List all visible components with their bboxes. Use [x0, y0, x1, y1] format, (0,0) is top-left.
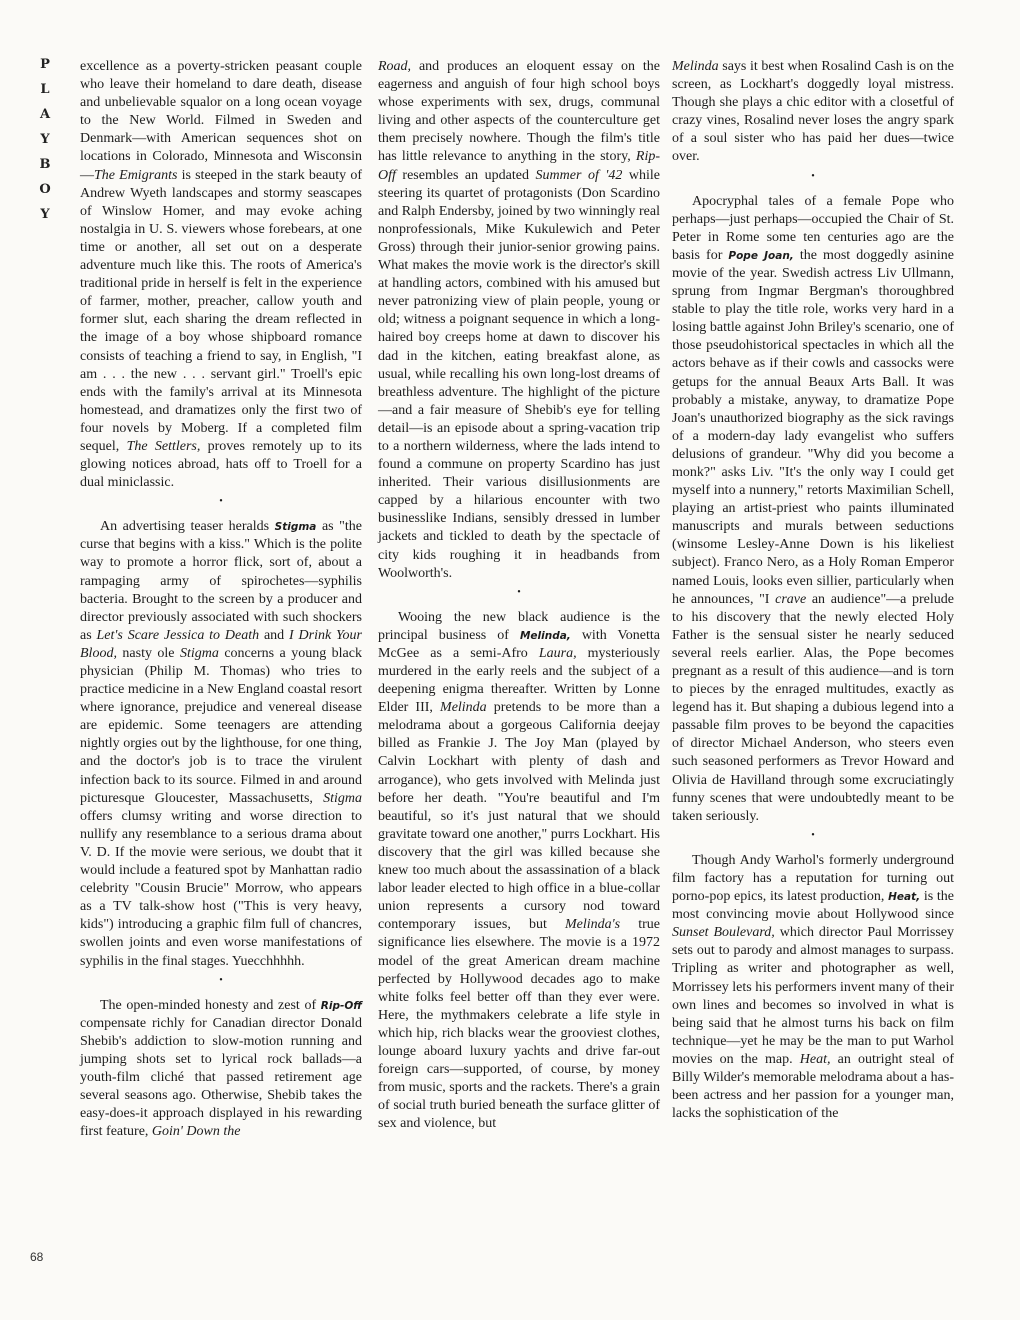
section-separator: • — [219, 974, 223, 986]
text-run: excellence as a poverty-stricken peasant couple who leave their homeland to dare death, disease and unbelievable squalor on a long ocean voyage to the New World. Filmed in Sweden and Denmark—with American sequences shot on locations in Colorado, Minnesota and Wisconsin— — [80, 59, 362, 183]
masthead-letter: Y — [40, 132, 50, 147]
film-title: I Drink Your Blood, — [80, 627, 362, 661]
review-paragraph — [378, 609, 660, 1134]
text-run: Wooing the new black audience is the principal business of — [378, 609, 660, 643]
text-run: mysteriously murdered in the early reels and the subject of a deepening enigma thereafter. Written by Lonne Elder III, — [378, 645, 660, 716]
text-run: proves remotely up to its glowing notices abroad, hats off to Troell for a dual miniclassic. — [80, 438, 363, 491]
film-title: Melinda — [672, 59, 719, 74]
film-title: Melinda's — [564, 917, 621, 933]
film-title: The Settlers, — [126, 438, 201, 454]
masthead-letter: B — [39, 157, 51, 172]
review-paragraph — [80, 997, 362, 1142]
film-title: Road, — [378, 59, 412, 74]
text-run: an outright steal of Billy Wilder's memorable melodrama about a has-been actress and her passion for a younger man, lacks the sophistication of the — [672, 1051, 954, 1122]
text-run: and — [259, 627, 290, 643]
review-paragraph — [672, 193, 954, 826]
magazine-masthead — [30, 52, 60, 227]
text-run: says it best when Rosalind Cash is on the screen, as Lockhart's doggedly loyal mistress. Though she plays a chic editor with a closetful of crazy vines, Rosalind never loses the angry spark of a soul sister who has paid her dues—twice over. — [672, 59, 954, 165]
review-title: Pope Joan, — [728, 249, 794, 262]
emphasis: crave — [775, 591, 807, 607]
film-title: Sunset Boulevard, — [672, 925, 775, 941]
column-1 — [80, 58, 362, 1141]
review-title: Heat, — [888, 891, 921, 904]
film-title: Goin' Down the — [151, 1124, 241, 1140]
text-run: true significance lies elsewhere. The movie is a 1972 model of the great American dream machine perfected by Hollywood decades ago to make white folks feel better off than they ever were. Here, the mythmakers celebrate a life style in which hip, rich blacks wear the grooviest clothes, lounge aboard luxury yachts and drive far-out foreign cars—supported, of course, by money from music, sports and the rackets. There's a grain of social truth buried beneath the surface glitter of sex and violence, but — [378, 917, 660, 1132]
page-number: 68 — [30, 1250, 44, 1264]
section-separator: • — [517, 586, 521, 598]
text-run: the most doggedly asinine movie of the year. Swedish actress Liv Ullmann, sprung from Ingmar Bergman's thoroughbred stable to play the title role, works very hard in a losing battle against John Briley's scenario, one of those pseudohistorical spectacles in which all the actors behave as if their cowls and cassocks were getups for the annual Beaux Arts Ball. It was probably a mistake, anyway, to dramatize Pope Joan's unauthorized biography as the sick ravings of a modern-day lady evangelist who suffers delusions of grandeur. "Why did you become a monk?" asks Liv. "It's the only way I could get myself into a nunnery," retorts Maximilian Schell, playing an artist-priest who paints illuminated manuscripts and murals between seductions (winsome Lesley-Anne Down is his likeliest subject). Franco Nero, as a Holy Roman Emperor named Louis, looks even sillier, particularly when he announces, "I — [672, 247, 955, 607]
text-run: offers clumsy writing and worse direction to nullify any resemblance to a serious drama about V. D. If the movie were serious, we doubt that it would include a featured spot by Manhattan radio celebrity "Cousin Brucie" Morrow, who appears as a TV talk-show host ("This is very heavy, kids") introducing a graphic film full of chancres, swollen joints and even worse manifestations of syphilis in the final stages. Yuecchhhhh. — [80, 808, 362, 969]
text-run: Though Andy Warhol's formerly underground film factory has a reputation for turning out porno-pop epics, its latest production, — [672, 852, 954, 905]
column-3 — [672, 58, 954, 1123]
review-title: Rip-Off — [320, 999, 362, 1012]
film-title: Stigma — [323, 790, 362, 806]
text-run: and produces an eloquent essay on the eagerness and anguish of four high school boys whose experiments with sex, drugs, communal living and other aspects of the counterculture get them precisely nowhere. Though the film's title has little relevance to anything in the story, — [378, 59, 660, 165]
section-separator: • — [811, 829, 815, 841]
film-title: Summer of '42 — [535, 167, 623, 183]
film-title: Let's Scare Jessica to Death — [96, 627, 260, 643]
masthead-letter: L — [40, 82, 50, 97]
text-run: Apocryphal tales of a female Pope who perhaps—just perhaps—occupied the Chair of St. Peter in Rome some ten centuries ago are the basis for — [672, 193, 954, 263]
masthead-letter: O — [39, 182, 51, 197]
text-run: as "the curse that begins with a kiss." Which is the polite way to promote a horror flick, sort of, about a rampaging army of spirochetes—syphilis bacteria. Brought to the screen by a producer and director previously associated with such shockers as — [80, 519, 363, 643]
review-title: Melinda, — [519, 629, 571, 642]
review-paragraph — [80, 518, 362, 970]
film-title: Stigma — [179, 645, 219, 661]
section-separator: • — [811, 170, 815, 182]
review-paragraph — [672, 58, 954, 167]
text-run: while steering its quartet of protagonists (Don Scardino and Ralph Endersby, joined by two winningly real nonprofessionals, Mike Kukulewich and Peter Gross) through their junior-senior growing pains. What makes the movie work is the director's skill at handling actors, combined with his amused but never patronizing view of plain people, young or old; witness a poignant sequence in which a long-haired boy creeps home at dawn to discover his dad in the kitchen, eating breakfast alone, as usual, while recalling his own long-lost dreams of breathless adventure. The highlight of the picture—and a fair measure of Shebib's eye for telling detail—is an episode about a spring-vacation trip to a northern wilderness, where the lads intend to found a commune on property Scardino has just inherited. Their various disillusionments are capped by a hilarious encounter with two businesslike Indians, sensibly dressed in lumber jackets and tickled to death by the spectacle of city kids roughing it in headbands from Woolworth's. — [378, 167, 660, 581]
review-title: Stigma — [274, 521, 317, 534]
text-run: an audience"—a prelude to his discovery that the newly elected Holy Father is the sensual sister he nearly seduced several reels earlier. Alas, the Pope becomes pregnant as a result of this audience—and is torn to pieces by the enraged multitudes, exactly as legend has it. But shaping a dubious legend into a passable film proves to be beyond the capacities of director Michael Anderson, who steers even such seasoned performers as Trevor Howard and Olivia de Havilland through some excruciatingly funny scenes that were undoubtedly meant to be taken seriously. — [672, 591, 954, 824]
text-run: The open-minded honesty and zest of — [100, 997, 321, 1013]
masthead-letter: A — [39, 107, 51, 122]
review-paragraph — [80, 58, 362, 492]
column-2 — [378, 58, 660, 1133]
text-run: concerns a young black physician (Philip M. Thomas) who tries to practice medicine in a New England coastal resort where ignorance, prejudice and venereal disease are epidemic. Some teenagers are attending nightly orgies out by the lighthouse, for one thing, and the doctor's job is to trace the virulent infection back to its source. Filmed in and around picturesque Gloucester, Massachusetts, — [80, 645, 362, 806]
section-separator: • — [219, 496, 223, 508]
review-paragraph — [672, 852, 954, 1123]
text-run: nasty ole — [116, 645, 180, 661]
film-title: Melinda — [440, 700, 487, 716]
text-run: which director Paul Morrissey sets out to parody and almost manages to surpass. Tripling as writer and photographer as well, Morrissey lets his performers invent many of their own lines and becomes so involved in what is being said that he almost turns his back on film technique—yet he may be the man to put Warhol movies on the map. — [672, 925, 954, 1067]
text-run: compensate richly for Canadian director Donald Shebib's addiction to slow-motion running and jumping shots set to lyrical rock ballads—a youth-film cliché that passed retirement age several seasons ago. Otherwise, Shebib takes the easy-does-it approach displayed in his rewarding first feature, — [80, 1015, 362, 1140]
text-run: pretends to be more than a melodrama about a gorgeous California deejay billed as Frankie J. The Joy Man (played by Calvin Lockhart with plenty of dash and arrogance), who gets involved with Melinda just before her death. "You're beautiful and I'm beautiful, so it's just natural that we should gravitate toward one another," purrs Lockhart. His discovery that the girl was killed because she knew too much about the assassination of a black labor leader elected to high office in a blue-collar union represents a cursory nod toward contemporary issues, but — [378, 700, 660, 933]
text-run: is steeped in the stark beauty of Andrew Wyeth landscapes and stormy seascapes of Winslow Homer, and may evoke aching nostalgia in U. S. viewers whose forebears, at one time or another, all set out on a desperate adventure much like this. The roots of America's traditional pride in herself is felt in the experience of farmer, mother, preacher, callow youth and former slut, each sharing the dream reflected in the image of a boy whose shipboard romance consists of teaching a friend to say, in English, "I am . . . the new . . . servant girl." Troell's epic ends with the family's arrival at its Minnesota homestead, and dramatizes only the first two of four novels by Moberg. If a completed film sequel, — [80, 167, 362, 454]
review-paragraph — [378, 58, 660, 583]
text-run: An advertising teaser heralds — [100, 519, 275, 535]
film-title: Rip-Off — [378, 149, 660, 183]
text-run: with Vonetta McGee as a semi-Afro — [378, 627, 660, 661]
text-run: is the most convincing movie about Hollywood since — [672, 889, 954, 923]
film-title: Laura, — [538, 645, 577, 661]
film-title: The Emigrants — [94, 167, 178, 183]
text-run: resembles an updated — [395, 167, 536, 183]
masthead-letter: P — [40, 57, 50, 72]
masthead-letter: Y — [40, 207, 50, 222]
film-title: Heat, — [799, 1051, 831, 1067]
